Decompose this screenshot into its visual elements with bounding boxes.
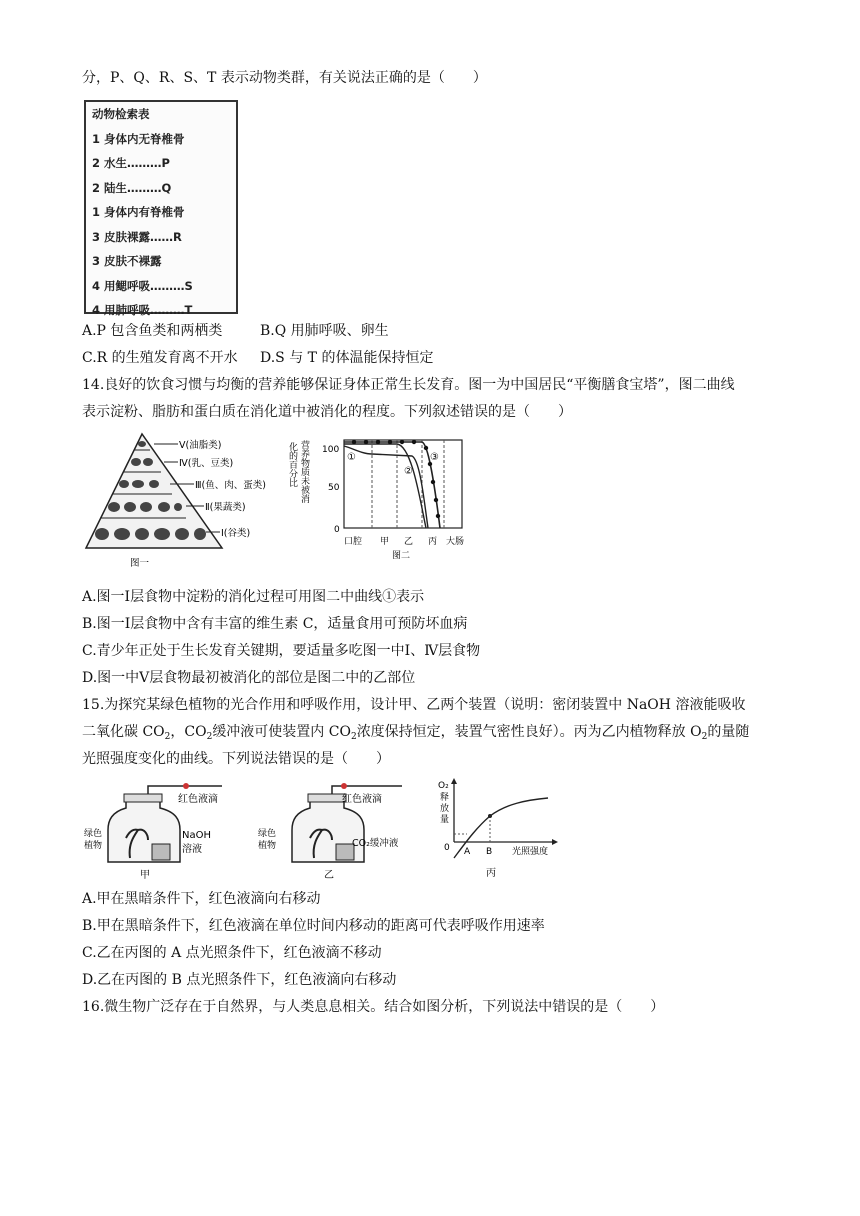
chart-y-label: 化的百分比 [287, 442, 297, 487]
jia-drop-label: 红色液滴 [178, 794, 218, 805]
apparatus-yi [258, 783, 402, 881]
key-line: 1 身体内无脊椎骨 [92, 131, 185, 146]
bing-point-a: A [464, 847, 471, 857]
bing-y-label: 放 [440, 804, 450, 814]
yi-plant-label: 植物 [258, 841, 277, 851]
q15-stem-line3: 光照强度变化的曲线。下列说法错误的是（ ） [82, 751, 390, 767]
graph-bing [438, 778, 558, 879]
bing-x-label: 光照强度 [512, 847, 549, 857]
q14-stem-line2: 表示淀粉、脂肪和蛋白质在消化道中被消化的程度。下列叙述错误的是（ ） [82, 404, 572, 420]
figure-2-caption: 图二 [392, 551, 411, 561]
chart-y-label-2: 营养物质未被消 [299, 440, 309, 503]
q14-option-c: C.青少年正处于生长发育关键期，要适量多吃图一中Ⅰ、Ⅳ层食物 [82, 643, 481, 659]
x-tick: 口腔 [344, 537, 363, 547]
bing-y-label: 量 [440, 815, 450, 825]
q14-stem-line1: 14.良好的饮食习惯与均衡的营养能够保证身体正常生长发育。图一为中国居民“平衡膳食宝塔”，图二曲线 [82, 377, 735, 393]
pyramid-label: Ⅲ(鱼、肉、蛋类) [195, 480, 266, 491]
digestion-chart [287, 439, 464, 561]
q13-stem-tail: 分，P、Q、R、S、T 表示动物类群，有关说法正确的是（ ） [82, 70, 487, 86]
yi-buffer-label: CO₂缓冲液 [352, 838, 399, 849]
q15-stem-line2: 二氧化碳 $CO_2$，$CO_2$缓冲液可使装置内 $CO_2$浓度保持恒定，装置气密性良好）。丙为乙内植物释放 $O_2$的量随 [82, 724, 750, 742]
apparatus-jia [84, 783, 222, 881]
x-tick: 丙 [428, 537, 438, 547]
key-line: 1 身体内有脊椎骨 [92, 205, 185, 219]
y-tick: 50 [328, 483, 340, 493]
animal-key-table [84, 100, 238, 317]
q13-option-d: D.S 与 T 的体温能保持恒定 [260, 350, 434, 366]
key-line: 4 用肺呼吸………T [92, 303, 193, 317]
curve-1 [344, 446, 428, 528]
pyramid-label: Ⅱ(果蔬类) [205, 502, 246, 513]
bing-point-b: B [486, 847, 493, 857]
key-line: 2 陆生………Q [92, 180, 172, 195]
q13-option-c: C.R 的生殖发育离不开水 [82, 350, 238, 366]
q15-option-c: C.乙在丙图的 A 点光照条件下，红色液滴不移动 [82, 945, 382, 961]
q16-stem: 16.微生物广泛存在于自然界，与人类息息相关。结合如图分析，下列说法中错误的是（ ） [82, 999, 665, 1015]
q14-figures [82, 430, 477, 585]
jia-plant-label: 植物 [84, 841, 103, 851]
curve-mark: ① [347, 452, 356, 463]
y-tick: 100 [322, 445, 340, 455]
q15-option-a: A.甲在黑暗条件下，红色液滴向右移动 [82, 891, 321, 907]
jia-caption: 甲 [140, 870, 150, 881]
jia-plant-label: 绿色 [84, 829, 103, 839]
x-tick: 大肠 [446, 537, 465, 547]
food-pyramid [86, 434, 266, 569]
q14-option-d: D.图一中Ⅴ层食物最初被消化的部位是图二中的乙部位 [82, 670, 416, 686]
x-tick: 甲 [380, 537, 390, 547]
jia-solution-label: NaOH [182, 830, 211, 841]
q15-option-d: D.乙在丙图的 B 点光照条件下，红色液滴向右移动 [82, 972, 397, 988]
key-line: 2 水生………P [92, 156, 170, 170]
curve-mark: ② [404, 466, 413, 477]
yi-drop-label: 红色液滴 [342, 794, 382, 805]
key-line: 3 皮肤裸露……R [92, 229, 182, 244]
bing-origin: 0 [444, 843, 450, 853]
key-line: 3 皮肤不裸露 [92, 254, 162, 268]
q15-option-b: B.甲在黑暗条件下，红色液滴在单位时间内移动的距离可代表呼吸作用速率 [82, 918, 545, 934]
x-tick: 乙 [404, 537, 414, 547]
y-tick: 0 [334, 525, 340, 535]
q15-figures [82, 778, 580, 886]
jia-solution-label: 溶液 [182, 844, 202, 855]
q15-stem-line1: 15.为探究某绿色植物的光合作用和呼吸作用，设计甲、乙两个装置（说明：密闭装置中 NaOH 溶液能吸收 [82, 697, 746, 713]
bing-y-label: O₂ [438, 781, 449, 791]
q14-option-a: A.图一Ⅰ层食物中淀粉的消化过程可用图二中曲线①表示 [82, 589, 425, 605]
pyramid-label: Ⅰ(谷类) [221, 528, 251, 539]
curve-mark: ③ [430, 452, 439, 463]
pyramid-label: Ⅳ(乳、豆类) [179, 458, 234, 469]
key-title: 动物检索表 [92, 107, 150, 121]
yi-caption: 乙 [324, 870, 334, 881]
q13-option-a: A.P 包含鱼类和两栖类 [82, 323, 223, 339]
key-line: 4 用鳃呼吸………S [92, 278, 193, 293]
pyramid-label: Ⅴ(油脂类) [179, 440, 222, 451]
yi-plant-label: 绿色 [258, 829, 277, 839]
figure-1-caption: 图一 [130, 558, 150, 569]
q14-option-b: B.图一Ⅰ层食物中含有丰富的维生素 C，适量食用可预防坏血病 [82, 616, 468, 632]
q13-option-b: B.Q 用肺呼吸、卵生 [260, 323, 389, 339]
bing-y-label: 释 [440, 793, 450, 803]
bing-caption: 丙 [486, 868, 496, 879]
